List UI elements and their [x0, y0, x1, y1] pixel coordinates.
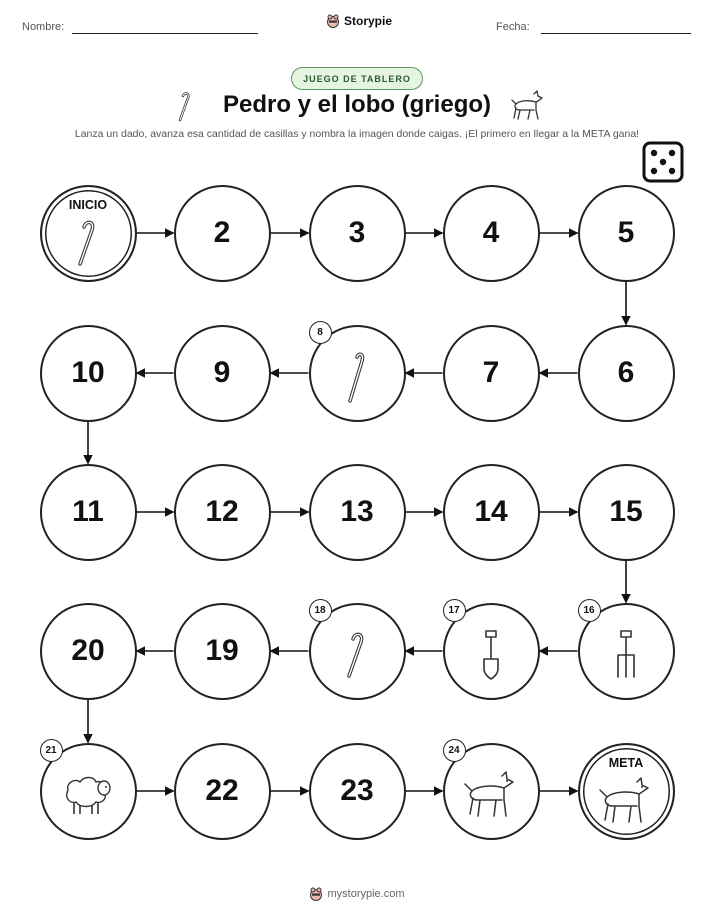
wolf-icon [597, 776, 655, 834]
cane-icon [74, 218, 102, 276]
space-number-badge: 17 [443, 599, 466, 622]
space-number-badge: 18 [309, 599, 332, 622]
sheep-icon [60, 772, 116, 826]
space-number: 15 [609, 495, 643, 528]
board-space-3 [309, 185, 406, 282]
space-number: 7 [482, 356, 500, 389]
space-number-badge: 8 [309, 321, 332, 344]
start-label: INICIO [68, 197, 108, 212]
board-space-17 [443, 603, 540, 700]
game-type-badge: JUEGO DE TABLERO [291, 67, 423, 90]
board-space-8 [309, 325, 406, 422]
space-number: 14 [474, 495, 508, 528]
space-number-badge: 24 [443, 739, 466, 762]
date-label: Fecha: [496, 21, 530, 33]
board-space-24 [443, 743, 540, 840]
board-space-6 [578, 325, 675, 422]
board-space-22 [174, 743, 271, 840]
board-space-4 [443, 185, 540, 282]
board-space-9 [174, 325, 271, 422]
page-title: Pedro y el lobo (griego) [222, 91, 492, 118]
space-number: 22 [205, 774, 239, 807]
space-number: 11 [72, 495, 104, 528]
space-number-badge: 16 [578, 599, 601, 622]
space-number: 20 [71, 634, 105, 667]
staff-icon [345, 349, 369, 413]
finish-space [578, 743, 675, 840]
cane-icon [343, 630, 371, 688]
board-space-16 [578, 603, 675, 700]
board-space-23 [309, 743, 406, 840]
space-number: 23 [340, 774, 374, 807]
finish-label: META [608, 755, 644, 770]
name-label: Nombre: [22, 21, 65, 33]
board-space-20 [40, 603, 137, 700]
start-space [40, 185, 137, 282]
space-number: 4 [482, 216, 500, 249]
board-space-10 [40, 325, 137, 422]
footer-site: mystorypie.com [327, 888, 405, 900]
board-space-11 [40, 464, 137, 561]
space-number: 13 [340, 495, 374, 528]
board-space-12 [174, 464, 271, 561]
space-number: 19 [205, 634, 239, 667]
footer [0, 887, 714, 901]
space-number: 3 [348, 216, 366, 249]
space-number: 12 [205, 495, 239, 528]
space-number: 5 [617, 216, 635, 249]
board-space-2 [174, 185, 271, 282]
pitchfork-icon [614, 629, 638, 689]
board-space-18 [309, 603, 406, 700]
brand-name: Storypie [344, 14, 393, 28]
space-number: 9 [213, 356, 231, 389]
board-space-19 [174, 603, 271, 700]
board-space-7 [443, 325, 540, 422]
shovel-icon [480, 629, 502, 689]
board-space-5 [578, 185, 675, 282]
storypie-logo-icon [309, 887, 323, 901]
wolf-icon [462, 770, 520, 828]
space-number: 10 [71, 356, 105, 389]
instructions: Lanza un dado, avanza esa cantidad de casillas y nombra la imagen donde caigas. ¡El primero en llegar a la META gana! [74, 128, 640, 140]
space-number: 2 [213, 216, 231, 249]
board-space-15 [578, 464, 675, 561]
space-number-badge: 21 [40, 739, 63, 762]
board-space-21 [40, 743, 137, 840]
board-space-13 [309, 464, 406, 561]
board-space-14 [443, 464, 540, 561]
space-number: 6 [617, 356, 635, 389]
